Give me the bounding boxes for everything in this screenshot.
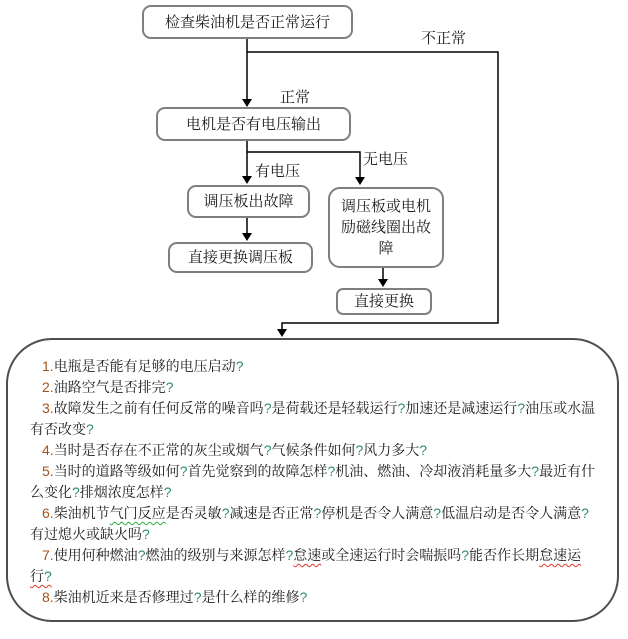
- question-segment: ?: [193, 589, 202, 605]
- question-segment: 气门反应: [109, 505, 166, 521]
- question-segment: 是否灵敏: [165, 505, 222, 521]
- question-segment: 么变化: [30, 484, 72, 500]
- question-segment: 3.: [42, 400, 54, 416]
- question-segment: ?: [221, 505, 230, 521]
- question-segment: ?: [433, 505, 442, 521]
- question-segment: 有否改变: [30, 421, 86, 437]
- question-segment: ?: [142, 526, 150, 542]
- question-segment: 油压或水温: [525, 400, 596, 416]
- question-segment: 行: [30, 568, 44, 584]
- question-segment: 故障发生之前有任何反常的噪音吗: [53, 400, 264, 416]
- arrowhead-icon: [242, 233, 252, 241]
- question-segment: ?: [517, 400, 526, 416]
- question-segment: ?: [86, 421, 94, 437]
- node-replace-direct: 直接更换: [336, 288, 432, 315]
- question-line: [30, 356, 601, 377]
- question-segment: 怠速运: [539, 547, 582, 563]
- question-segment: 油路空气是否排完: [53, 379, 166, 395]
- question-line: [30, 440, 601, 461]
- question-segment: 使用何种燃油: [53, 547, 138, 563]
- question-segment: 减速是否正常: [229, 505, 314, 521]
- question-segment: 柴油机近来是否修理过: [53, 589, 194, 605]
- arrowhead-icon: [242, 99, 252, 107]
- question-segment: 电瓶是否能有足够的电压启动: [53, 358, 236, 374]
- question-segment: ?: [179, 463, 188, 479]
- question-segment: ?: [313, 505, 322, 521]
- question-segment: 是什么样的维修: [201, 589, 300, 605]
- edge-label-no-voltage: 无电压: [363, 151, 409, 168]
- question-segment: ?: [355, 442, 364, 458]
- question-segment: ?: [163, 484, 172, 500]
- question-segment: 2.: [42, 379, 54, 395]
- questions-panel: [6, 338, 619, 622]
- question-segment: 风力多大: [363, 442, 420, 458]
- question-segment: 低温启动是否令人满意: [441, 505, 582, 521]
- arrowhead-icon: [378, 279, 388, 287]
- question-segment: ?: [44, 568, 52, 584]
- question-segment: ?: [137, 547, 146, 563]
- node-motor-voltage: 电机是否有电压输出: [156, 107, 351, 141]
- question-segment: ?: [235, 358, 244, 374]
- question-line: [30, 545, 601, 587]
- question-segment: 5.: [42, 463, 54, 479]
- question-line: [30, 587, 601, 608]
- question-segment: 是荷载还是轻载运行: [271, 400, 398, 416]
- question-segment: 当时的道路等级如何: [53, 463, 180, 479]
- question-segment: ?: [165, 379, 174, 395]
- node-check-engine: 检查柴油机是否正常运行: [142, 5, 353, 39]
- edge-label-normal: 正常: [280, 89, 311, 106]
- question-line: [30, 398, 601, 440]
- question-segment: 最近有什: [539, 463, 596, 479]
- question-segment: 燃油的级别与来源怎样: [145, 547, 286, 563]
- question-segment: 8.: [42, 589, 54, 605]
- question-segment: ?: [263, 442, 272, 458]
- question-segment: 7.: [42, 547, 54, 563]
- question-segment: ?: [531, 463, 540, 479]
- question-segment: 当时是否存在不正常的灰尘或烟气: [53, 442, 264, 458]
- arrowhead-icon: [242, 176, 252, 184]
- question-line: [30, 503, 601, 545]
- question-segment: 6.: [42, 505, 54, 521]
- question-line: [30, 461, 601, 503]
- question-segment: 停机是否令人满意: [321, 505, 434, 521]
- node-replace-regulator: 直接更换调压板: [168, 242, 313, 273]
- question-segment: 4.: [42, 442, 54, 458]
- node-regulator-fault: 调压板出故障: [187, 185, 310, 218]
- question-line: [30, 377, 601, 398]
- question-segment: 或全速运行时会喘振吗: [321, 547, 462, 563]
- node-regulator-or-coil-fault: 调压板或电机励磁线圈出故障: [328, 187, 444, 268]
- question-segment: ?: [299, 589, 308, 605]
- question-segment: 加速还是减速运行: [405, 400, 518, 416]
- question-segment: 柴油机节: [53, 505, 110, 521]
- question-segment: ?: [72, 484, 80, 500]
- question-segment: 怠速: [293, 547, 322, 563]
- question-segment: ?: [285, 547, 294, 563]
- question-segment: ?: [581, 505, 589, 521]
- question-segment: 气候条件如何: [271, 442, 356, 458]
- question-segment: ?: [461, 547, 470, 563]
- edge-label-has-voltage: 有电压: [255, 163, 301, 180]
- arrowhead-icon: [355, 177, 365, 185]
- question-segment: 机油、燃油、冷却液消耗量多大: [335, 463, 532, 479]
- question-segment: ?: [419, 442, 428, 458]
- question-segment: ?: [263, 400, 272, 416]
- question-segment: 1.: [42, 358, 54, 374]
- arrowhead-icon: [277, 329, 287, 337]
- question-segment: ?: [327, 463, 336, 479]
- question-segment: 首先觉察到的故障怎样: [187, 463, 328, 479]
- question-segment: 排烟浓度怎样: [79, 484, 164, 500]
- edge-label-abnormal: 不正常: [421, 30, 467, 47]
- question-segment: 能否作长期: [469, 547, 540, 563]
- question-segment: ?: [397, 400, 406, 416]
- question-segment: 有过熄火或缺火吗: [30, 526, 142, 542]
